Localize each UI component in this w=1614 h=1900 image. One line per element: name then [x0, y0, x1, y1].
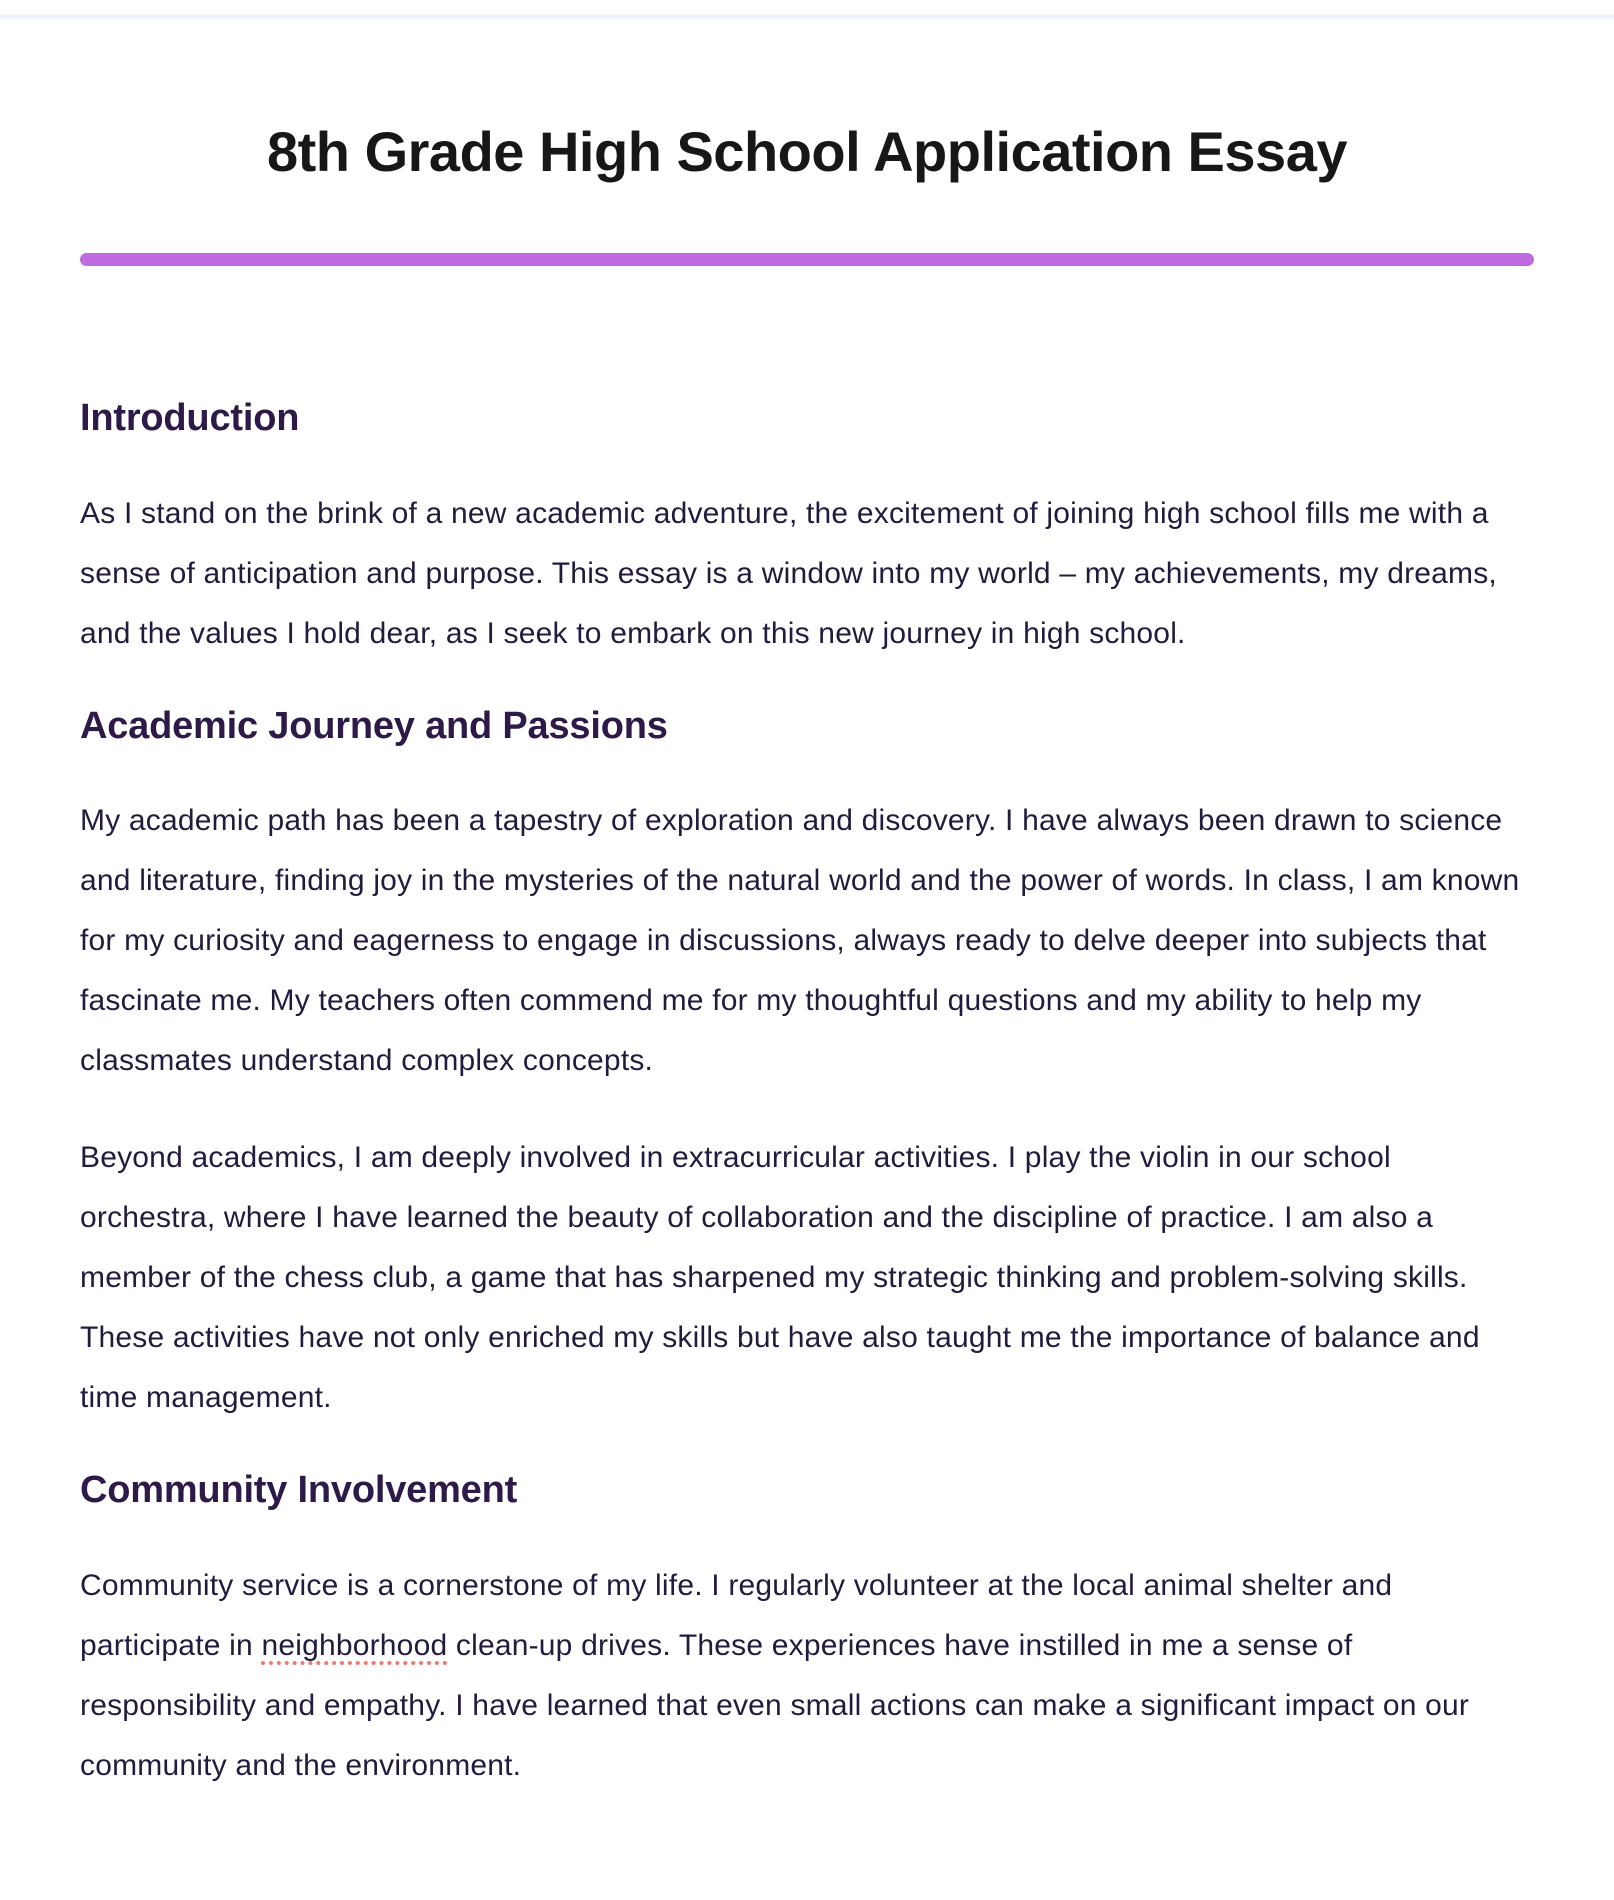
section-heading-academic-journey: Academic Journey and Passions: [80, 704, 668, 747]
paragraph-introduction: As I stand on the brink of a new academic adventure, the excitement of joining high school fills me with a sense of anticipation and purpose. This essay is a window into my world – my achievements, my dreams, and the values I hold dear, as I seek to embark on this new journey in high school.: [80, 496, 1497, 650]
paragraph-community-involvement: [80, 1556, 1534, 1796]
paragraph-text-before-flag: Community service is a cornerstone of my life. I regularly volunteer at the local animal shelter and participate in: [80, 1568, 1393, 1662]
paragraph-text-after-flag: clean-up drives. These experiences have instilled in me a sense of responsibility and empathy. I have learned that even small actions can make a significant impact on our community and the environment.: [80, 1628, 1470, 1782]
paragraph-academic-journey-2: Beyond academics, I am deeply involved in extracurricular activities. I play the violin in our school orchestra, where I have learned the beauty of collaboration and the discipline of practice. I am also a member of the chess club, a game that has sharpened my strategic thinking and problem-solving skills. These activities have not only enriched my skills but have also taught me the importance of balance and time management.: [80, 1141, 1480, 1415]
section-heading-community-involvement: Community Involvement: [80, 1469, 518, 1512]
document-page: [0, 118, 1614, 1853]
top-border-strip: [0, 14, 1614, 19]
spellcheck-flagged-word[interactable]: neighborhood: [261, 1628, 448, 1662]
section-heading-introduction: Introduction: [80, 397, 300, 440]
title-divider: [80, 253, 1534, 266]
paragraph-academic-journey-1: My academic path has been a tapestry of exploration and discovery. I have always been drawn to science and literature, finding joy in the mysteries of the natural world and the power of words. In class, I am known for my curiosity and eagerness to engage in discussions, always ready to delve deeper into subjects that fascinate me. My teachers often commend me for my thoughtful questions and my ability to help my classmates understand complex concepts.: [80, 804, 1520, 1078]
document-title: 8th Grade High School Application Essay: [267, 120, 1347, 183]
